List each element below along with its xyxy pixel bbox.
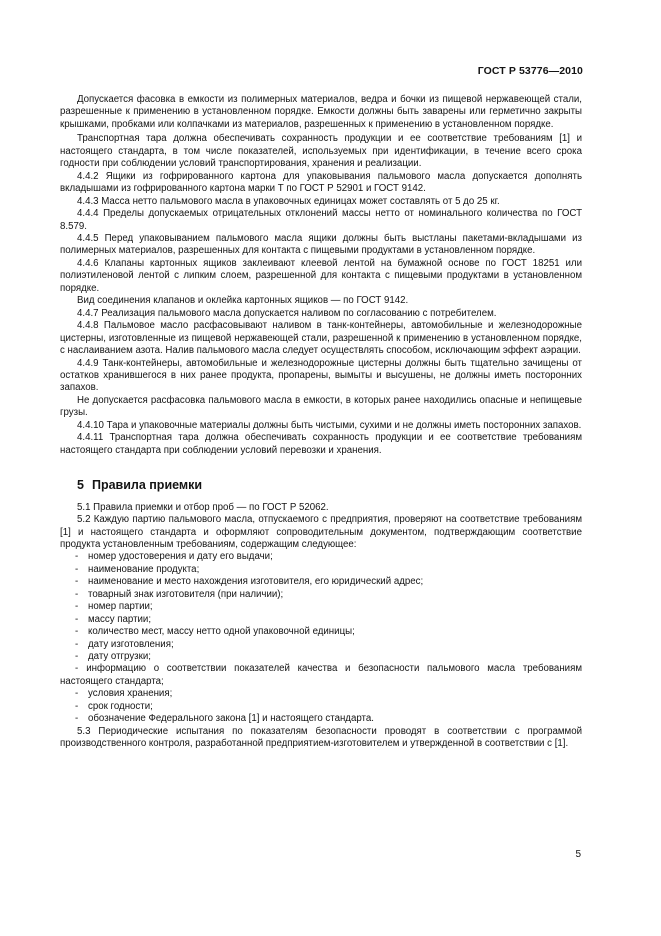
clause-4-4-9: 4.4.9 Танк-контейнеры, автомобильные и железнодорожные цистерны должны быть тщательно зачищены от остатков хранившегося в них ранее продукта, пропарены, вымыты и высушены, не должны иметь посторонних запахов.	[60, 357, 582, 394]
list-item: - количество мест, массу нетто одной упаковочной единицы;	[75, 626, 355, 638]
clause-4-4-6: 4.4.6 Клапаны картонных ящиков заклеивают клеевой лентой на бумажной основе по ГОСТ 18251 или полиэтиленовой лентой с липким слоем, разрешенной для контакта с пищевыми продуктами в установленном порядке.	[60, 257, 582, 294]
list-item: - информацию о соответствии показателей качества и безопасности пальмового масла требованиям настоящего стандарта;	[60, 663, 582, 687]
paragraph: Транспортная тара должна обеспечивать сохранность продукции и ее соответствие требованиям [1] и настоящего стандарта, в том числе показателей, используемых при идентификации, в течение всего срока годности при соблюдении условий транспортирования, хранения и реализации.	[60, 133, 582, 170]
list-item: - наименование продукта;	[75, 563, 200, 575]
clause-4-4-10: 4.4.10 Тара и упаковочные материалы должны быть чистыми, сухими и не должны иметь посторонних запахов.	[77, 419, 582, 431]
list-item: - дату отгрузки;	[75, 651, 151, 663]
clause-4-4-5: 4.4.5 Перед упаковыванием пальмового масла ящики должны быть выстланы пакетами-вкладышами из полимерных материалов, разрешенных для контакта с пищевыми продуктами в установленном порядке.	[60, 232, 582, 257]
list-item: - наименование и место нахождения изготовителя, его юридический адрес;	[75, 576, 424, 588]
paragraph: Допускается фасовка в емкости из полимерных материалов, ведра и бочки из пищевой нержавеющей стали, разрешенные к применению в установленном порядке. Емкости должны быть заварены или герметично закрыты крышками, пробками или колпачками из материалов, разрешенных к применению в установленном порядке.	[60, 94, 582, 130]
paragraph: Не допускается расфасовка пальмового масла в емкости, в которых ранее находились опасные и непищевые грузы.	[60, 394, 582, 419]
clause-5-1: 5.1 Правила приемки и отбор проб — по ГОСТ Р 52062.	[77, 501, 329, 513]
section-number: 5	[77, 478, 84, 493]
page-body	[60, 94, 582, 751]
clause-4-4-4: 4.4.4 Пределы допускаемых отрицательных отклонений массы нетто от номинального количества по ГОСТ 8.579.	[60, 208, 582, 232]
page-number: 5	[575, 849, 581, 860]
list-item: - номер удостоверения и дату его выдачи;	[75, 551, 273, 563]
requirements-list	[60, 551, 582, 725]
clause-4-4-7: 4.4.7 Реализация пальмового масла допускается наливом по согласованию с потребителем.	[77, 307, 497, 319]
clause-5-2: 5.2 Каждую партию пальмового масла, отпускаемого с предприятия, проверяют на соответствие требованиям [1] и настоящего стандарта и оформляют сопроводительным документом, подтверждающим соответствие продукта установленным требованиям, содержащим следующее:	[60, 514, 582, 550]
section-heading	[77, 479, 582, 491]
list-item: - товарный знак изготовителя (при наличии);	[75, 588, 284, 600]
list-item: - срок годности;	[75, 700, 153, 712]
clause-5-3: 5.3 Периодические испытания по показателям безопасности проводят в соответствии с программой производственного контроля, разработанной предприятием-изготовителем и утвержденной в соответствии с [1].	[60, 725, 582, 750]
list-item: - условия хранения;	[75, 688, 173, 700]
list-item: - номер партии;	[75, 601, 153, 613]
document-header: ГОСТ Р 53776—2010	[477, 65, 583, 77]
list-item: - массу партии;	[75, 613, 152, 625]
paragraph: Вид соединения клапанов и оклейка картонных ящиков — по ГОСТ 9142.	[77, 295, 409, 307]
clause-4-4-2: 4.4.2 Ящики из гофрированного картона для упаковывания пальмового масла допускается дополнять вкладышами из гофрированного картона марки Т по ГОСТ Р 52901 и ГОСТ 9142.	[60, 170, 582, 195]
clause-4-4-11: 4.4.11 Транспортная тара должна обеспечивать сохранность продукции и ее соответствие требованиям настоящего стандарта при соблюдении условий перевозки и хранения.	[60, 432, 582, 456]
clause-4-4-3: 4.4.3 Масса нетто пальмового масла в упаковочных единицах может составлять от 5 до 25 кг.	[77, 195, 500, 207]
clause-4-4-8: 4.4.8 Пальмовое масло расфасовывают наливом в танк-контейнеры, автомобильные и железнодорожные цистерны, изготовленные из пищевой нержавеющей стали, разрешенной к применению в установленном порядке, с наслаиванием азота. Налив пальмового масла следует осуществлять способом, исключающим эффект аэрации.	[60, 320, 582, 357]
list-item: - обозначение Федерального закона [1] и настоящего стандарта.	[75, 713, 374, 725]
section-title: Правила приемки	[91, 478, 203, 493]
list-item: - дату изготовления;	[75, 638, 174, 650]
